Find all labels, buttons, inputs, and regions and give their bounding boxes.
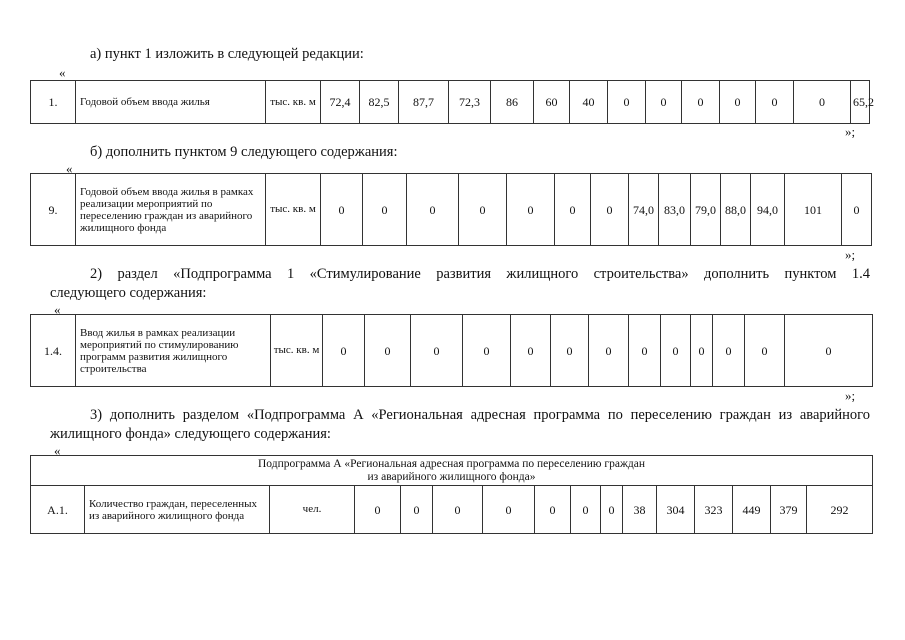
value-cell: 60 [534,81,570,124]
paragraph-3-line-1: 3) дополнить разделом «Подпрограмма А «Региональная адресная программа по переселению граждан из аварийного [90,407,870,423]
row-number: А.1. [31,486,85,534]
row-name: Количество граждан, переселенных из аварийного жилищного фонда [85,486,270,534]
row-unit: чел. [270,486,355,534]
subprogram-header-line-1: Подпрограмма А «Региональная адресная программа по переселению граждан [258,457,645,470]
value-cell: 0 [433,486,483,534]
value-cell: 87,7 [399,81,449,124]
value-cell: 0 [842,174,872,246]
row-name: Ввод жилья в рамках реализации мероприятий по стимулированию программ развития жилищного строительства [76,315,271,387]
value-cell: 0 [691,315,713,387]
table-1 [30,80,874,124]
close-quote-3: »; [845,388,856,403]
open-quote-4: « [54,443,61,458]
row-name: Годовой объем ввода жилья в рамках реализации мероприятий по переселению граждан из аварийного жилищного фонда [76,174,266,246]
value-cell: 0 [601,486,623,534]
close-quote-1: »; [845,124,856,139]
value-cell: 0 [785,315,873,387]
row-number: 9. [31,174,76,246]
table-header-row [31,456,873,486]
value-cell: 0 [365,315,411,387]
value-cell: 0 [407,174,459,246]
value-cell: 86 [491,81,534,124]
table-row [31,315,873,387]
value-cell: 0 [551,315,589,387]
open-quote-2: « [66,161,73,176]
table-row [31,486,873,534]
value-cell: 323 [695,486,733,534]
close-quote-2: »; [845,247,856,262]
table-row [31,81,870,124]
value-cell: 74,0 [629,174,659,246]
open-quote-1: « [59,65,66,80]
row-unit: тыс. кв. м [266,81,321,124]
value-cell: 304 [657,486,695,534]
row-number: 1.4. [31,315,76,387]
value-cell: 0 [661,315,691,387]
value-cell: 0 [756,81,794,124]
open-quote-3: « [54,302,61,317]
value-cell: 88,0 [721,174,751,246]
row-number: 1. [31,81,76,124]
table-2 [30,173,872,246]
value-cell: 40 [570,81,608,124]
value-cell: 0 [720,81,756,124]
value-cell: 0 [629,315,661,387]
value-cell: 0 [646,81,682,124]
value-cell: 82,5 [360,81,399,124]
value-cell: 0 [794,81,851,124]
value-cell: 0 [591,174,629,246]
value-cell: 65,2 [851,81,870,124]
value-cell: 0 [411,315,463,387]
value-cell: 72,4 [321,81,360,124]
value-cell: 0 [535,486,571,534]
value-cell: 0 [401,486,433,534]
paragraph-2-line-2: следующего содержания: [50,285,207,301]
value-cell: 0 [363,174,407,246]
value-cell: 0 [323,315,365,387]
value-cell: 0 [355,486,401,534]
value-cell: 38 [623,486,657,534]
value-cell: 72,3 [449,81,491,124]
value-cell: 0 [321,174,363,246]
table-row [31,174,872,246]
value-cell: 94,0 [751,174,785,246]
paragraph-3-line-2: жилищного фонда» следующего содержания: [50,426,331,442]
value-cell: 0 [511,315,551,387]
paragraph-a: а) пункт 1 изложить в следующей редакции: [90,46,364,62]
subprogram-header [31,456,873,486]
value-cell: 0 [713,315,745,387]
value-cell: 449 [733,486,771,534]
value-cell: 0 [459,174,507,246]
table-4 [30,455,873,534]
value-cell: 101 [785,174,842,246]
value-cell: 83,0 [659,174,691,246]
value-cell: 0 [589,315,629,387]
subprogram-header-line-2: из аварийного жилищного фонда» [367,470,536,483]
value-cell: 0 [745,315,785,387]
paragraph-b: б) дополнить пунктом 9 следующего содержания: [90,144,398,160]
value-cell: 0 [682,81,720,124]
value-cell: 0 [608,81,646,124]
value-cell: 379 [771,486,807,534]
row-unit: тыс. кв. м [271,315,323,387]
table-3 [30,314,873,387]
value-cell: 79,0 [691,174,721,246]
value-cell: 0 [571,486,601,534]
value-cell: 0 [555,174,591,246]
value-cell: 0 [507,174,555,246]
row-unit: тыс. кв. м [266,174,321,246]
value-cell: 0 [463,315,511,387]
paragraph-2-line-1: 2) раздел «Подпрограмма 1 «Стимулирование развития жилищного строительства» дополнить пунктом 1.4 [90,266,870,282]
value-cell: 0 [483,486,535,534]
value-cell: 292 [807,486,873,534]
row-name: Годовой объем ввода жилья [76,81,266,124]
